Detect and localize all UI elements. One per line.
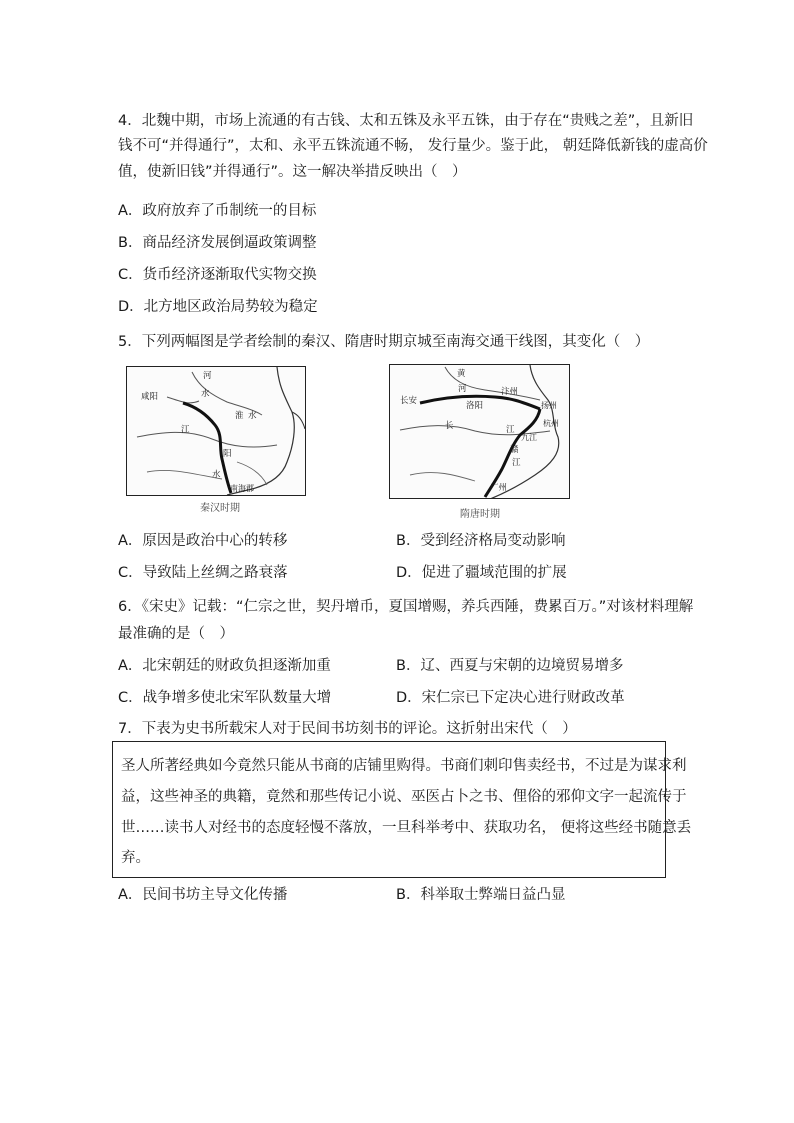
map2-caption: 隋唐时期: [460, 509, 500, 520]
suitang-route-map: [389, 364, 570, 499]
map2-label-changan: 长安: [400, 396, 418, 406]
q7-quote-line-1: 圣人所著经典如今竟然只能从书商的店铺里购得。书商们刺印售卖经书，不过是为谋求利: [121, 758, 687, 774]
map1-label-he1: 河: [203, 371, 212, 381]
map1-label-xianyang: 咸阳: [141, 392, 159, 402]
qinhan-route-map: [126, 366, 306, 496]
q6-option-b[interactable]: B．辽、西夏与宋朝的边境贸易增多: [396, 658, 624, 674]
map2-label-guangzhou: 广州: [490, 483, 508, 493]
q7-quote-line-4: 弃。: [121, 850, 150, 866]
map1-label-shui: 水: [248, 411, 257, 421]
q4-option-c[interactable]: C．货币经济逐渐取代实物交换: [118, 267, 317, 283]
map2-label-jiang2: 江: [512, 458, 521, 468]
map1-label-lingshui: 水: [212, 470, 221, 480]
q6-option-a[interactable]: A．北宋朝廷的财政负担逐渐加重: [118, 658, 331, 674]
map1-label-huai: 淮: [235, 411, 244, 421]
map2-label-yangzhou: 扬州: [541, 401, 557, 410]
map2-label-jiang: 江: [506, 425, 515, 435]
q4-option-d[interactable]: D．北方地区政治局势较为稳定: [118, 299, 318, 315]
q7-option-b[interactable]: B．科举取士弊端日益凸显: [396, 887, 566, 903]
q7-quote-line-2: 益，这些神圣的典籍，竟然和那些传记小说、巫医占卜之书、俚俗的邪仰文字一起流传于: [121, 789, 687, 805]
q6-option-c[interactable]: C．战争增多使北宋军队数量大增: [118, 690, 332, 706]
q4-stem-line-2: 钱不可“并得通行”，太和、永平五铢流通不畅， 发行量少。鉴于此， 朝廷降低新钱的虚高价: [118, 138, 708, 154]
map2-label-chang: 长: [445, 421, 454, 431]
q5-option-d[interactable]: D．促进了疆域范围的扩展: [396, 565, 567, 581]
q7-quote-line-3: 世……读书人对经书的态度轻慢不落放，一旦科举考中、获取功名， 便将这些经书随意丢: [121, 820, 692, 836]
q7-stem: 7．下表为史书所载宋人对于民间书坊刻书的评论。这折射出宋代（ ）: [118, 721, 577, 737]
q5-option-c[interactable]: C．导致陆上丝绸之路衰落: [118, 565, 288, 581]
map1-label-he2: 水: [201, 389, 210, 399]
map1-label-nanhai: 南海郡: [230, 484, 254, 493]
q6-stem-line-1: 6．《宋史》记载：“仁宗之世，契丹增币，夏国增赐，养兵西陲，费累百万。”对该材料理解: [118, 599, 694, 615]
map1-label-jiang: 江: [181, 425, 190, 435]
q5-option-b[interactable]: B．受到经济格局变动影响: [396, 533, 566, 549]
q6-option-d[interactable]: D．宋仁宗已下定决心进行财政改革: [396, 690, 625, 706]
map2-label-luoyang: 洛阳: [466, 401, 484, 411]
map2-label-gan: 赣: [510, 445, 519, 455]
suitang-map-drawing: [390, 365, 570, 499]
q7-option-a[interactable]: A．民间书坊主导文化传播: [118, 887, 288, 903]
map2-label-huang: 黄: [457, 369, 466, 379]
q6-stem-line-2: 最准确的是（ ）: [118, 626, 234, 642]
map2-label-hangzhou: 杭州: [543, 419, 559, 428]
q4-stem-line-1: 4．北魏中期，市场上流通的有古钱、太和五铢及永平五铢，由于存在“贵贱之差”，且新旧: [118, 113, 694, 129]
q5-stem: 5．下列两幅图是学者绘制的秦汉、隋唐时期京城至南海交通干线图，其变化（ ）: [118, 334, 650, 350]
map2-label-he: 河: [458, 384, 467, 394]
q5-option-a[interactable]: A．原因是政治中心的转移: [118, 533, 288, 549]
map2-label-jiujiang: 九江: [521, 433, 537, 442]
map2-label-bianzhou: 汴州: [501, 387, 519, 397]
q7-quote-box: [112, 741, 692, 878]
map1-label-ling: 阳: [223, 449, 232, 459]
q4-option-b[interactable]: B．商品经济发展倒逼政策调整: [118, 235, 317, 251]
map1-caption: 秦汉时期: [200, 503, 240, 514]
q4-option-a[interactable]: A．政府放弃了币制统一的目标: [118, 203, 317, 219]
q4-stem-line-3: 值，使新旧钱”并得通行”。这一解决举措反映出（ ）: [118, 164, 467, 180]
